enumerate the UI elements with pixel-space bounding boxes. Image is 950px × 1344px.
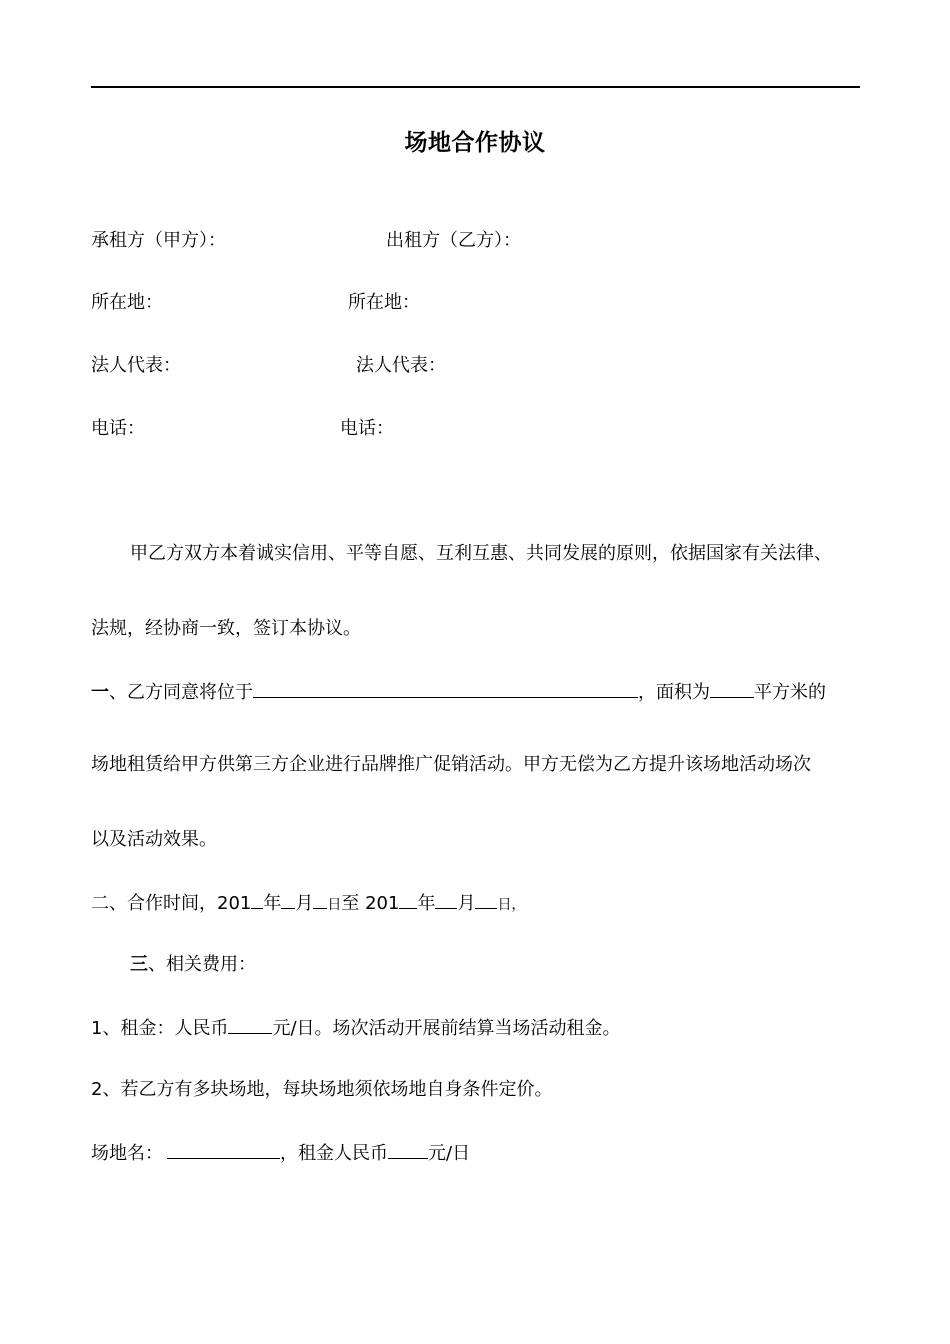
clause-2-text-1: 二、合作时间，201 [91,893,252,914]
clause-3-heading [130,953,256,977]
fee-item-1-text-a: 1、租金：人民币 [91,1018,229,1039]
clause-2-text-7: 月 [457,893,476,914]
location-blank[interactable] [253,679,638,698]
clause-2-text-3: 月 [295,893,314,914]
party-a-location-label: 所在地： [91,292,163,313]
party-b-legal-rep-label: 法人代表： [356,355,446,376]
venue-rent-line [91,1140,470,1166]
clause-1-line-2: 场地租赁给甲方供第三方企业进行品牌推广促销活动。甲方无偿为乙方提升该场地活动场次 [91,754,811,775]
document-title: 场地合作协议 [404,130,546,156]
fee-item-1-text-b: 元/日。场次活动开展前结算当场活动租金。 [272,1018,621,1039]
clause-1-line-3: 以及活动效果。 [91,829,217,850]
clause-3-number: 三 [130,954,148,975]
end-day-blank[interactable] [475,890,497,909]
preamble-line-2: 法规，经协商一致，签订本协议。 [91,618,361,639]
preamble-line-1: 甲乙方双方本着诚实信用、平等自愿、互利互惠、共同发展的原则，依据国家有关法律、 [130,543,832,564]
party-b-location-label: 所在地： [348,292,420,313]
clause-2-text-2: 年 [263,893,282,914]
party-b-role-label: 出租方（乙方）： [386,230,521,251]
venue-name-blank[interactable] [167,1140,280,1159]
party-a-role-label: 承租方（甲方）： [91,230,226,251]
clause-2-line [91,890,525,917]
clause-1-text-b: ，面积为 [638,682,710,703]
venue-text-b: ，租金人民币 [280,1143,388,1164]
party-b-phone-label: 电话： [340,418,394,439]
clause-2-text-4: 日 [327,897,342,913]
party-a-legal-rep-label: 法人代表： [91,355,181,376]
clause-3-text: 、相关费用： [148,954,256,975]
start-day-blank[interactable] [313,890,327,909]
clause-2-text-6: 年 [417,893,436,914]
venue-text-a: 场地名： [91,1143,163,1164]
start-month-blank[interactable] [281,890,295,909]
fee-item-1 [91,1015,621,1041]
venue-rent-blank[interactable] [388,1140,428,1159]
start-year-blank[interactable] [251,890,263,909]
end-month-blank[interactable] [435,890,457,909]
party-a-phone-label: 电话： [91,418,145,439]
fee-item-2: 2、若乙方有多块场地，每块场地须依场地自身条件定价。 [91,1079,553,1100]
clause-2-text-5: 至 201 [341,893,400,914]
header-rule [91,86,860,88]
end-year-blank[interactable] [399,890,417,909]
clause-1-text-a: 、乙方同意将位于 [109,682,253,703]
clause-1-number: 一 [91,682,109,703]
clause-1-line-1 [91,679,826,705]
area-blank[interactable] [710,679,754,698]
clause-1-text-c: 平方米的 [754,682,826,703]
clause-2-text-8: 日， [497,897,526,913]
rent-amount-blank[interactable] [228,1015,272,1034]
venue-text-c: 元/日 [428,1143,471,1164]
